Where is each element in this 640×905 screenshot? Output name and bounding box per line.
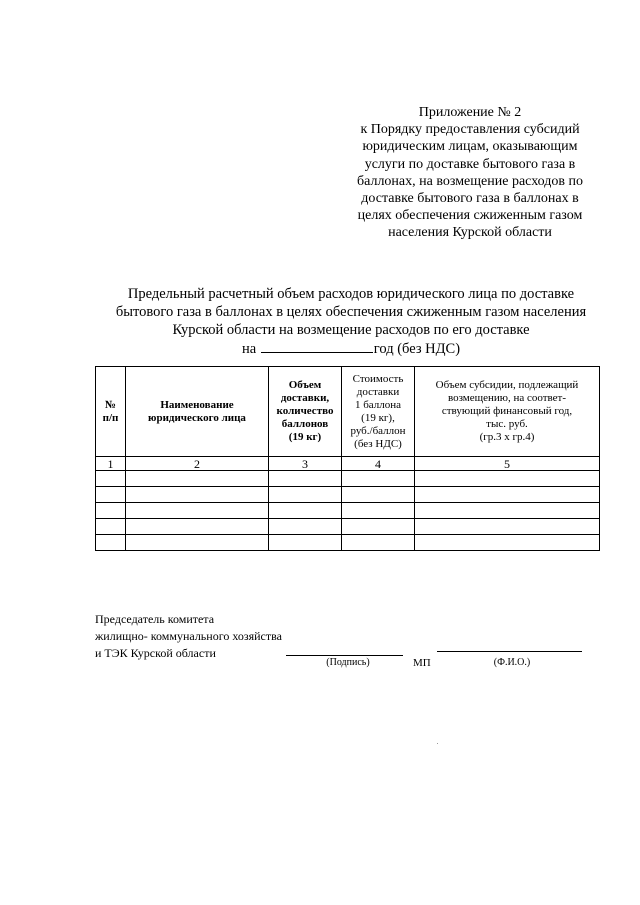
title-line: Предельный расчетный объем расходов юридического лица по доставке bbox=[127, 286, 575, 302]
appendix-line: Приложение № 2 bbox=[418, 105, 522, 120]
table-cell bbox=[96, 471, 126, 487]
table-cell bbox=[415, 487, 600, 503]
header-cell-cost bbox=[342, 367, 415, 457]
title-line: бытового газа в баллонах в целях обеспечения сжиженным газом населения bbox=[115, 304, 587, 320]
name-line bbox=[437, 651, 582, 652]
table-cell bbox=[126, 519, 269, 535]
column-number-cell: 1 bbox=[96, 457, 126, 471]
header-text: № п/п bbox=[102, 398, 119, 424]
table-cell bbox=[269, 487, 342, 503]
signer-line: и ТЭК Курской области bbox=[95, 646, 216, 660]
table-cell bbox=[126, 503, 269, 519]
scan-speck bbox=[437, 743, 438, 744]
name-caption: (Ф.И.О.) bbox=[493, 657, 531, 668]
table-cell bbox=[126, 535, 269, 551]
table-cell bbox=[269, 503, 342, 519]
header-cell-number bbox=[96, 367, 126, 457]
table-row bbox=[96, 471, 600, 487]
signature-line bbox=[286, 655, 403, 656]
appendix-line: целях обеспечения сжиженным газом bbox=[357, 208, 583, 224]
header-text: Наименование юридического лица bbox=[148, 398, 246, 424]
table-cell bbox=[126, 471, 269, 487]
table-cell bbox=[415, 503, 600, 519]
header-cell-name bbox=[126, 367, 269, 457]
table-column-numbers-row bbox=[96, 457, 600, 471]
table-cell bbox=[269, 471, 342, 487]
table-row bbox=[96, 487, 600, 503]
signer-line: жилищно- коммунального хозяйства bbox=[95, 629, 282, 643]
appendix-line: юридическим лицам, оказывающим bbox=[362, 139, 578, 155]
header-cell-volume bbox=[269, 367, 342, 457]
header-text: Объем субсидии, подлежащий возмещению, на соответ- ствующий финансовый год, тыс. руб. (гр.3 х гр.4) bbox=[435, 379, 579, 443]
appendix-line: к Порядку предоставления субсидий bbox=[360, 122, 580, 138]
header-text: Стоимость доставки 1 баллона (19 кг), руб./баллон (без НДС) bbox=[350, 372, 406, 450]
table-cell bbox=[96, 519, 126, 535]
table-cell bbox=[415, 519, 600, 535]
title-year-prefix: на bbox=[241, 341, 257, 357]
appendix-line: доставке бытового газа в баллонах в bbox=[361, 191, 579, 207]
column-number-cell: 5 bbox=[415, 457, 600, 471]
appendix-block bbox=[330, 104, 610, 242]
table-row bbox=[96, 519, 600, 535]
table-cell bbox=[415, 535, 600, 551]
table-cell bbox=[342, 503, 415, 519]
table-row bbox=[96, 535, 600, 551]
table-row bbox=[96, 503, 600, 519]
appendix-line: населения Курской области bbox=[388, 225, 552, 241]
table-cell bbox=[342, 519, 415, 535]
table-cell bbox=[269, 535, 342, 551]
appendix-line: баллонах, на возмещение расходов по bbox=[357, 173, 583, 189]
table-cell bbox=[342, 471, 415, 487]
table-cell bbox=[342, 487, 415, 503]
table-cell bbox=[269, 519, 342, 535]
table-header-row bbox=[96, 367, 600, 457]
table-cell bbox=[96, 487, 126, 503]
header-cell-subsidy bbox=[415, 367, 600, 457]
title-year-suffix: год (без НДС) bbox=[373, 341, 461, 357]
appendix-line: услуги по доставке бытового газа в bbox=[364, 156, 576, 172]
table-cell bbox=[415, 471, 600, 487]
year-blank bbox=[261, 339, 373, 353]
signature-caption: (Подпись) bbox=[326, 657, 370, 668]
table-cell bbox=[96, 535, 126, 551]
table-cell bbox=[96, 503, 126, 519]
column-number-cell: 3 bbox=[269, 457, 342, 471]
title-year-line bbox=[86, 339, 616, 358]
signer-line: Председатель комитета bbox=[95, 612, 215, 626]
document-title bbox=[86, 285, 616, 358]
title-line: Курской области на возмещение расходов по его доставке bbox=[172, 322, 530, 338]
table-cell bbox=[342, 535, 415, 551]
column-number-cell: 2 bbox=[126, 457, 269, 471]
table-cell bbox=[126, 487, 269, 503]
column-number-cell: 4 bbox=[342, 457, 415, 471]
header-text: Объем доставки, количество баллонов (19 кг) bbox=[276, 379, 334, 443]
subsidy-table bbox=[95, 366, 600, 551]
stamp-label: МП bbox=[413, 657, 431, 669]
